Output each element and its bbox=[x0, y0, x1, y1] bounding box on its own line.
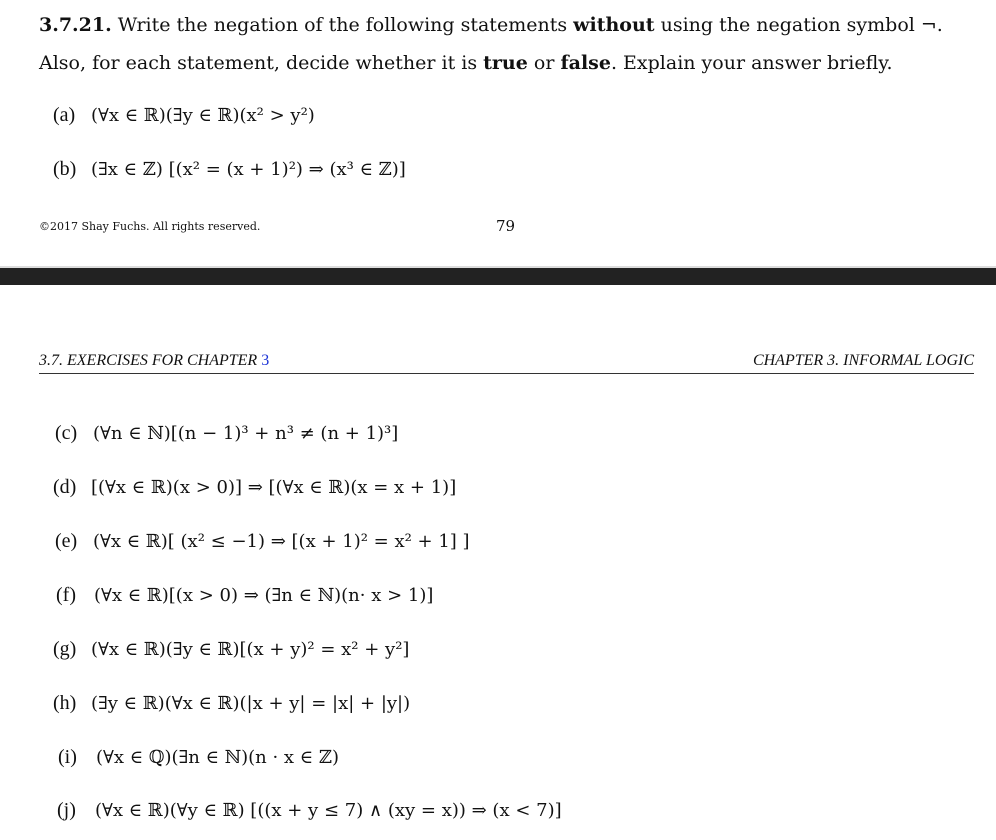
list-item bbox=[56, 582, 433, 609]
instruction-part-b: . Explain your answer briefly. bbox=[610, 52, 893, 74]
page-gap bbox=[0, 285, 996, 345]
running-header-left-text: 3.7. EXERCISES FOR CHAPTER bbox=[39, 352, 262, 369]
item-formula: (∃y ∈ ℝ)(∀x ∈ ℝ)(|x + y| = |x| + |y|) bbox=[91, 693, 411, 714]
item-label: (d) bbox=[53, 476, 77, 498]
list-item bbox=[55, 420, 398, 447]
exercise-bold-word: without bbox=[573, 14, 655, 36]
item-formula: (∀x ∈ ℝ)[(x > 0) ⇒ (∃n ∈ ℕ)(n· x > 1)] bbox=[94, 585, 434, 606]
page-number: 79 bbox=[496, 217, 516, 235]
false-word: false bbox=[560, 52, 611, 74]
item-label: (j) bbox=[57, 799, 76, 821]
true-word: true bbox=[483, 52, 528, 74]
list-item bbox=[53, 156, 406, 183]
item-label: (e) bbox=[55, 530, 78, 552]
item-formula: (∀x ∈ ℝ)(∃y ∈ ℝ)[(x + y)² = x² + y²] bbox=[91, 639, 410, 660]
instruction-part-a: Also, for each statement, decide whether it is bbox=[39, 52, 478, 74]
exercise-number: 3.7.21. bbox=[39, 14, 112, 36]
exercise-text-after: using the negation symbol ¬. bbox=[660, 14, 943, 36]
item-label: (a) bbox=[53, 104, 76, 126]
item-formula: (∀n ∈ ℕ)[(n − 1)³ + n³ ≠ (n + 1)³] bbox=[93, 423, 399, 444]
list-item bbox=[57, 797, 562, 824]
list-item bbox=[53, 636, 409, 663]
running-header-right: CHAPTER 3. INFORMAL LOGIC bbox=[752, 352, 974, 369]
item-label: (b) bbox=[53, 158, 77, 180]
item-label: (f) bbox=[56, 584, 76, 606]
list-item bbox=[53, 102, 315, 129]
item-label: (c) bbox=[55, 422, 78, 444]
chapter-link[interactable]: 3 bbox=[261, 352, 270, 369]
exercise-instruction bbox=[39, 50, 893, 76]
list-item bbox=[58, 744, 339, 771]
exercise-heading bbox=[39, 12, 943, 38]
item-formula: (∀x ∈ ℝ)[ (x² ≤ −1) ⇒ [(x + 1)² = x² + 1] ] bbox=[93, 531, 470, 552]
running-header-left bbox=[39, 352, 269, 370]
item-label: (h) bbox=[53, 692, 77, 714]
list-item bbox=[53, 474, 456, 501]
item-formula: (∃x ∈ ℤ) [(x² = (x + 1)²) ⇒ (x³ ∈ ℤ)] bbox=[91, 159, 406, 180]
item-formula: (∀x ∈ ℝ)(∃y ∈ ℝ)(x² > y²) bbox=[91, 105, 315, 126]
item-label: (g) bbox=[53, 638, 77, 660]
exercise-text-before: Write the negation of the following statements bbox=[117, 14, 568, 36]
list-item bbox=[55, 528, 470, 555]
list-item bbox=[53, 690, 410, 717]
copyright-footer: ©2017 Shay Fuchs. All rights reserved. bbox=[39, 220, 261, 233]
or-word: or bbox=[533, 52, 555, 74]
item-formula: (∀x ∈ ℝ)(∀y ∈ ℝ) [((x + y ≤ 7) ∧ (xy = x)) ⇒ (x < 7)] bbox=[95, 800, 562, 821]
item-label: (i) bbox=[58, 746, 77, 768]
header-rule bbox=[39, 373, 974, 374]
page-divider bbox=[0, 266, 996, 285]
item-formula: [(∀x ∈ ℝ)(x > 0)] ⇒ [(∀x ∈ ℝ)(x = x + 1)] bbox=[91, 477, 457, 498]
item-formula: (∀x ∈ ℚ)(∃n ∈ ℕ)(n · x ∈ ℤ) bbox=[96, 747, 339, 768]
